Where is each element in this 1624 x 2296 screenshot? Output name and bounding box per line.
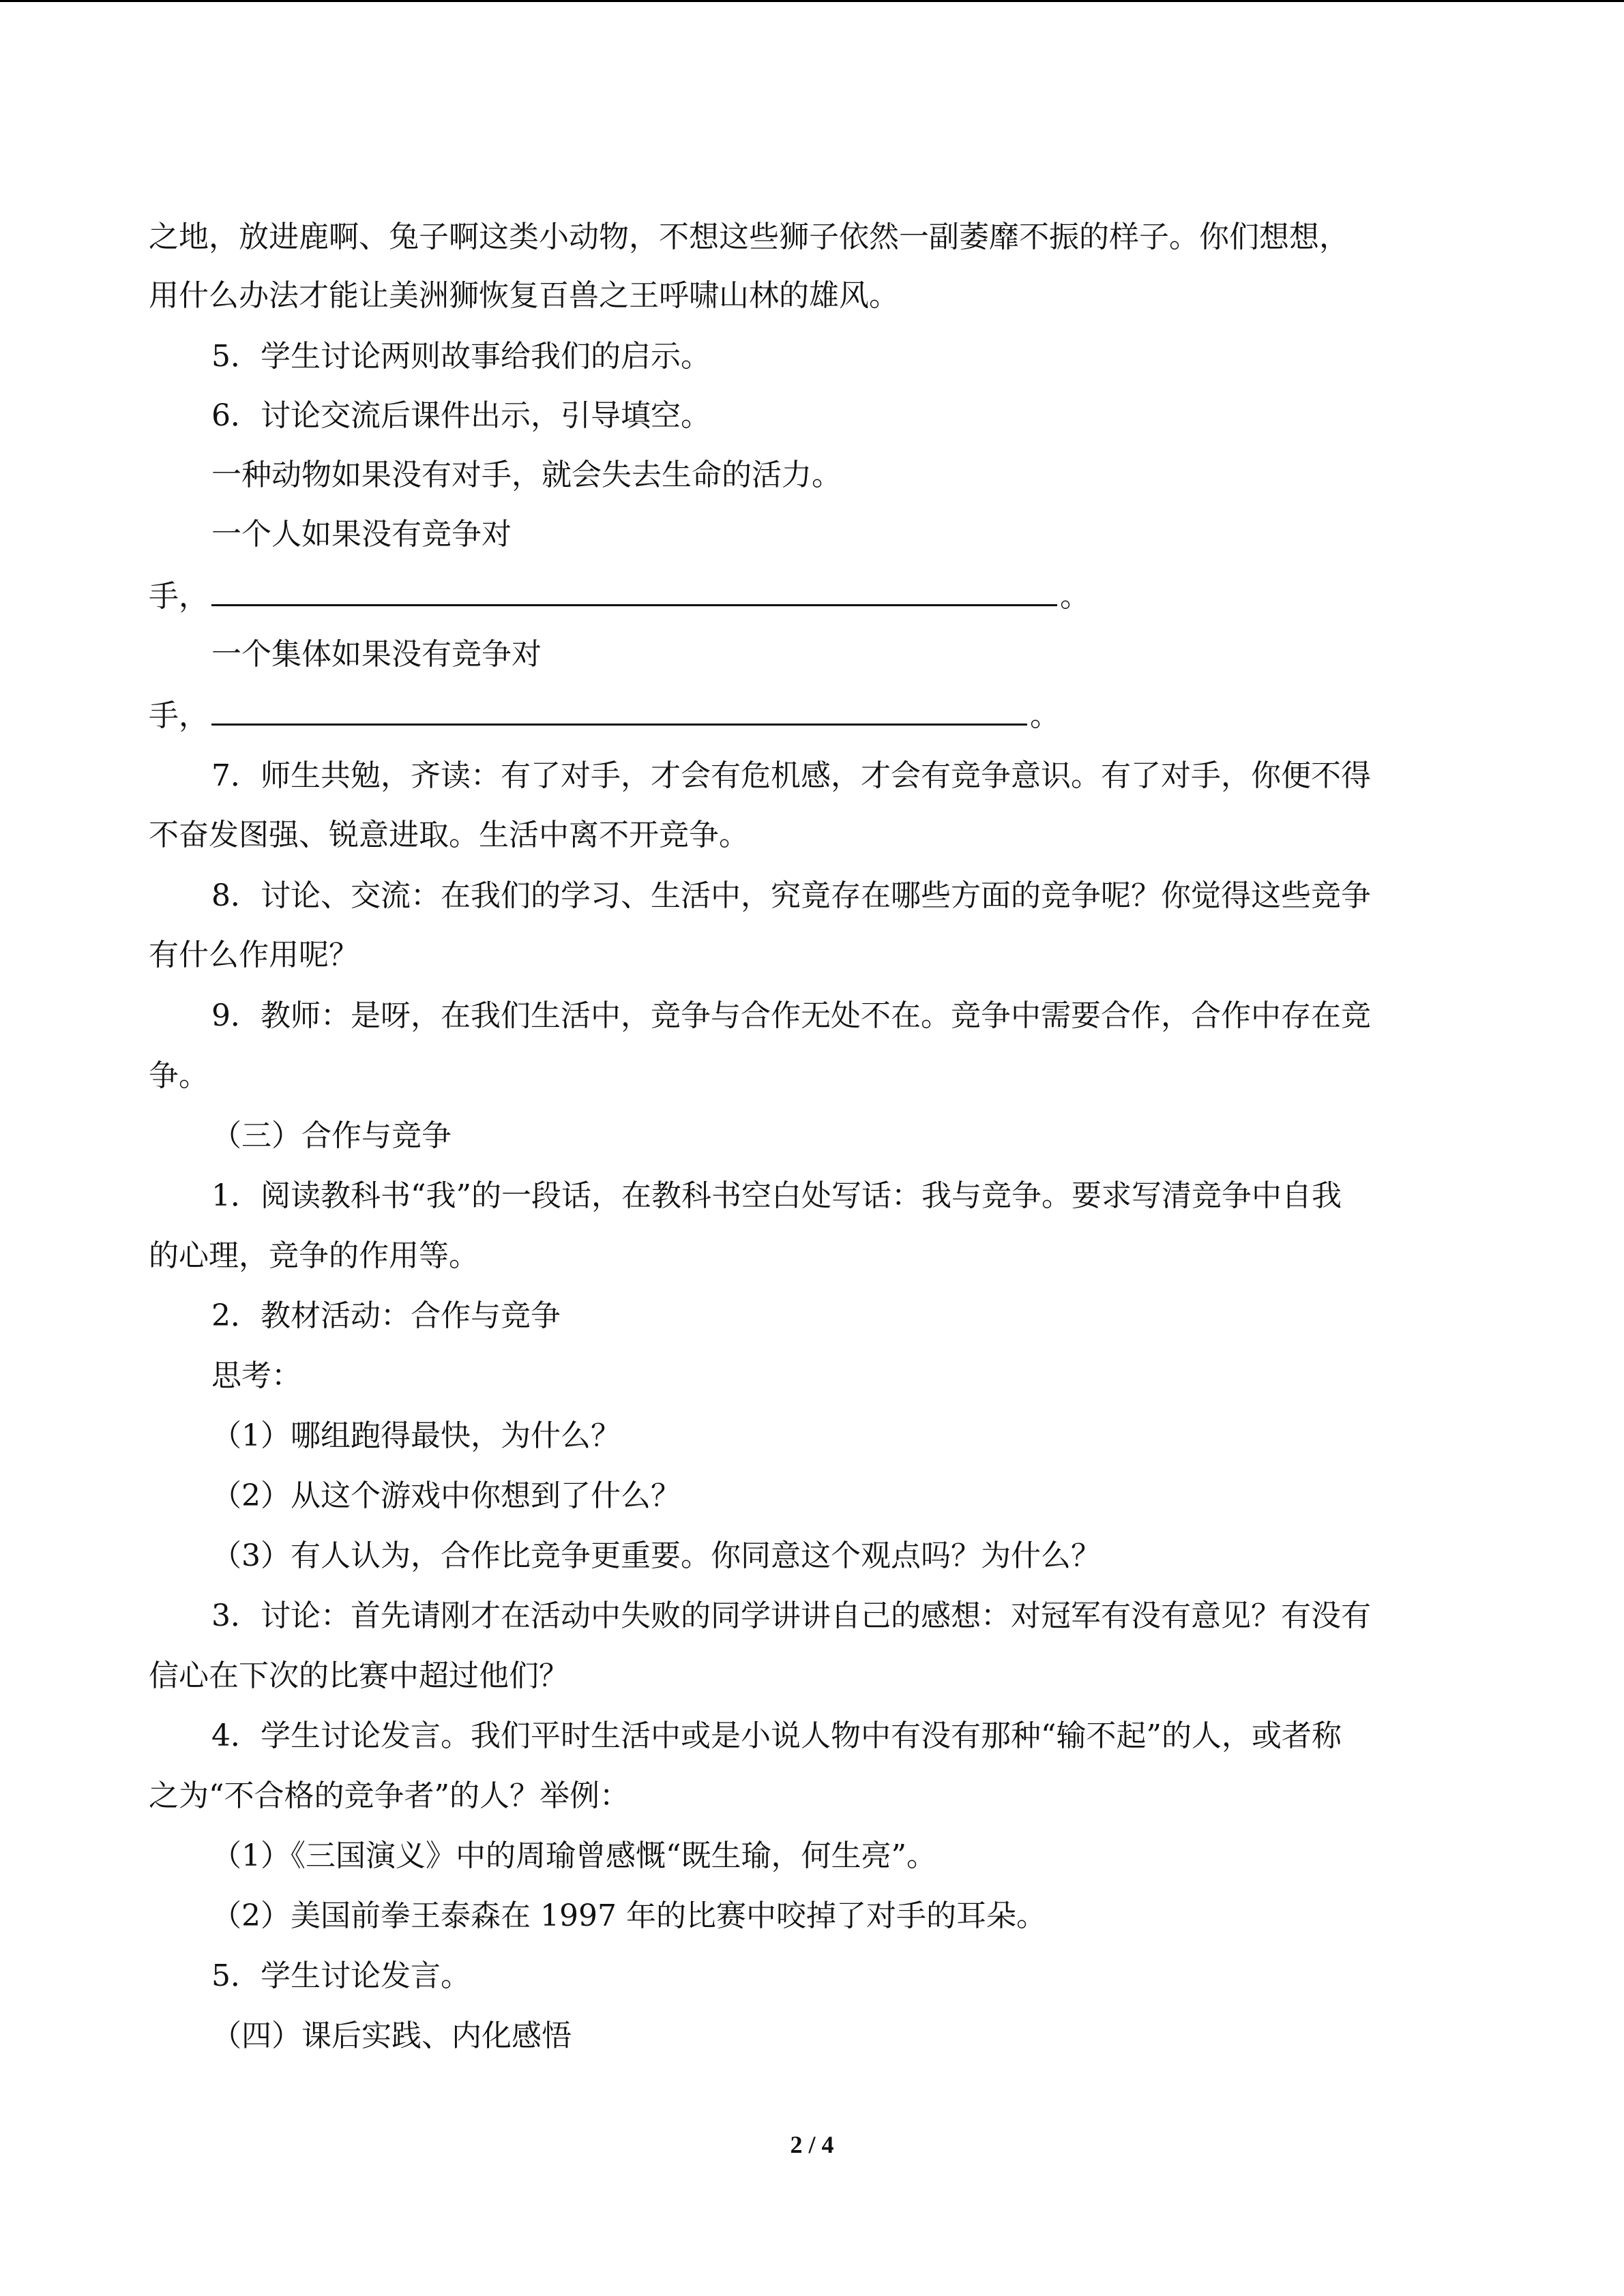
fill-blank-end: 。 <box>1030 698 1060 733</box>
paragraph-line: 1．阅读教科书“我”的一段话，在教科书空白处写话：我与竞争。要求写清竞争中自我 <box>211 1178 1342 1213</box>
fill-blank-lead: 手， <box>149 579 209 614</box>
section-heading: （三）合作与竞争 <box>211 1118 452 1153</box>
paragraph-line: 7．师生共勉，齐读：有了对手，才会有危机感，才会有竞争意识。有了对手，你便不得 <box>211 758 1371 793</box>
paragraph-line: 争。 <box>149 1058 209 1093</box>
paragraph-line: 6．讨论交流后课件出示，引导填空。 <box>211 398 711 433</box>
paragraph-line: 之为“不合格的竞争者”的人？举例： <box>149 1778 630 1813</box>
paragraph-line: （1）《三国演义》中的周瑜曾感慨“既生瑜，何生亮”。 <box>211 1838 936 1873</box>
paragraph-line: （1）哪组跑得最快，为什么？ <box>211 1418 621 1453</box>
paragraph-line: 之地，放进鹿啊、兔子啊这类小动物，不想这些狮子依然一副萎靡不振的样子。你们想想， <box>149 220 1349 254</box>
paragraph-line: 信心在下次的比赛中超过他们？ <box>149 1658 569 1693</box>
paragraph-line: 9．教师：是呀，在我们生活中，竞争与合作无处不在。竞争中需要合作，合作中存在竞 <box>211 998 1371 1033</box>
paragraph-line: 3．讨论：首先请刚才在活动中失败的同学讲讲自己的感想：对冠军有没有意见？有没有 <box>211 1598 1371 1633</box>
fill-blank-lead: 手， <box>149 698 209 733</box>
paragraph-line: 的心理，竞争的作用等。 <box>149 1238 479 1273</box>
paragraph-line: 一个人如果没有竞争对 <box>211 517 512 552</box>
paragraph-line: （2）从这个游戏中你想到了什么？ <box>211 1478 681 1513</box>
paragraph-line: （3）有人认为，合作比竞争更重要。你同意这个观点吗？为什么？ <box>211 1538 1101 1573</box>
paragraph-line: 不奋发图强、锐意进取。生活中离不开竞争。 <box>149 818 749 852</box>
paragraph-line: 4．学生讨论发言。我们平时生活中或是小说人物中有没有那种“输不起”的人，或者称 <box>211 1718 1342 1753</box>
fill-blank-line-2 <box>149 696 1060 736</box>
paragraph-line: （2）美国前拳王泰森在 1997 年的比赛中咬掉了对手的耳朵。 <box>211 1898 1046 1933</box>
paragraph-line: 思考： <box>211 1358 301 1393</box>
page-number: 2 / 4 <box>790 2131 834 2158</box>
section-heading: （四）课后实践、内化感悟 <box>211 2018 572 2053</box>
fill-blank-end: 。 <box>1060 579 1090 614</box>
paragraph-line: 一种动物如果没有对手，就会失去生命的活力。 <box>211 458 842 492</box>
paragraph-line: 5．学生讨论发言。 <box>211 1958 471 1993</box>
paragraph-line: 2．教材活动：合作与竞争 <box>211 1298 561 1333</box>
paragraph-line: 5．学生讨论两则故事给我们的启示。 <box>211 339 711 374</box>
paragraph-line: 有什么作用呢？ <box>149 938 359 972</box>
paragraph-line: 8．讨论、交流：在我们的学习、生活中，究竟存在哪些方面的竞争呢？你觉得这些竞争 <box>211 878 1371 913</box>
fill-blank-underline <box>211 696 1027 726</box>
paragraph-line: 用什么办法才能让美洲狮恢复百兽之王呼啸山林的雄风。 <box>149 278 899 313</box>
fill-blank-underline <box>211 577 1057 606</box>
paragraph-line: 一个集体如果没有竞争对 <box>211 637 542 672</box>
fill-blank-line-1 <box>149 576 1090 617</box>
top-border <box>0 0 1624 2</box>
